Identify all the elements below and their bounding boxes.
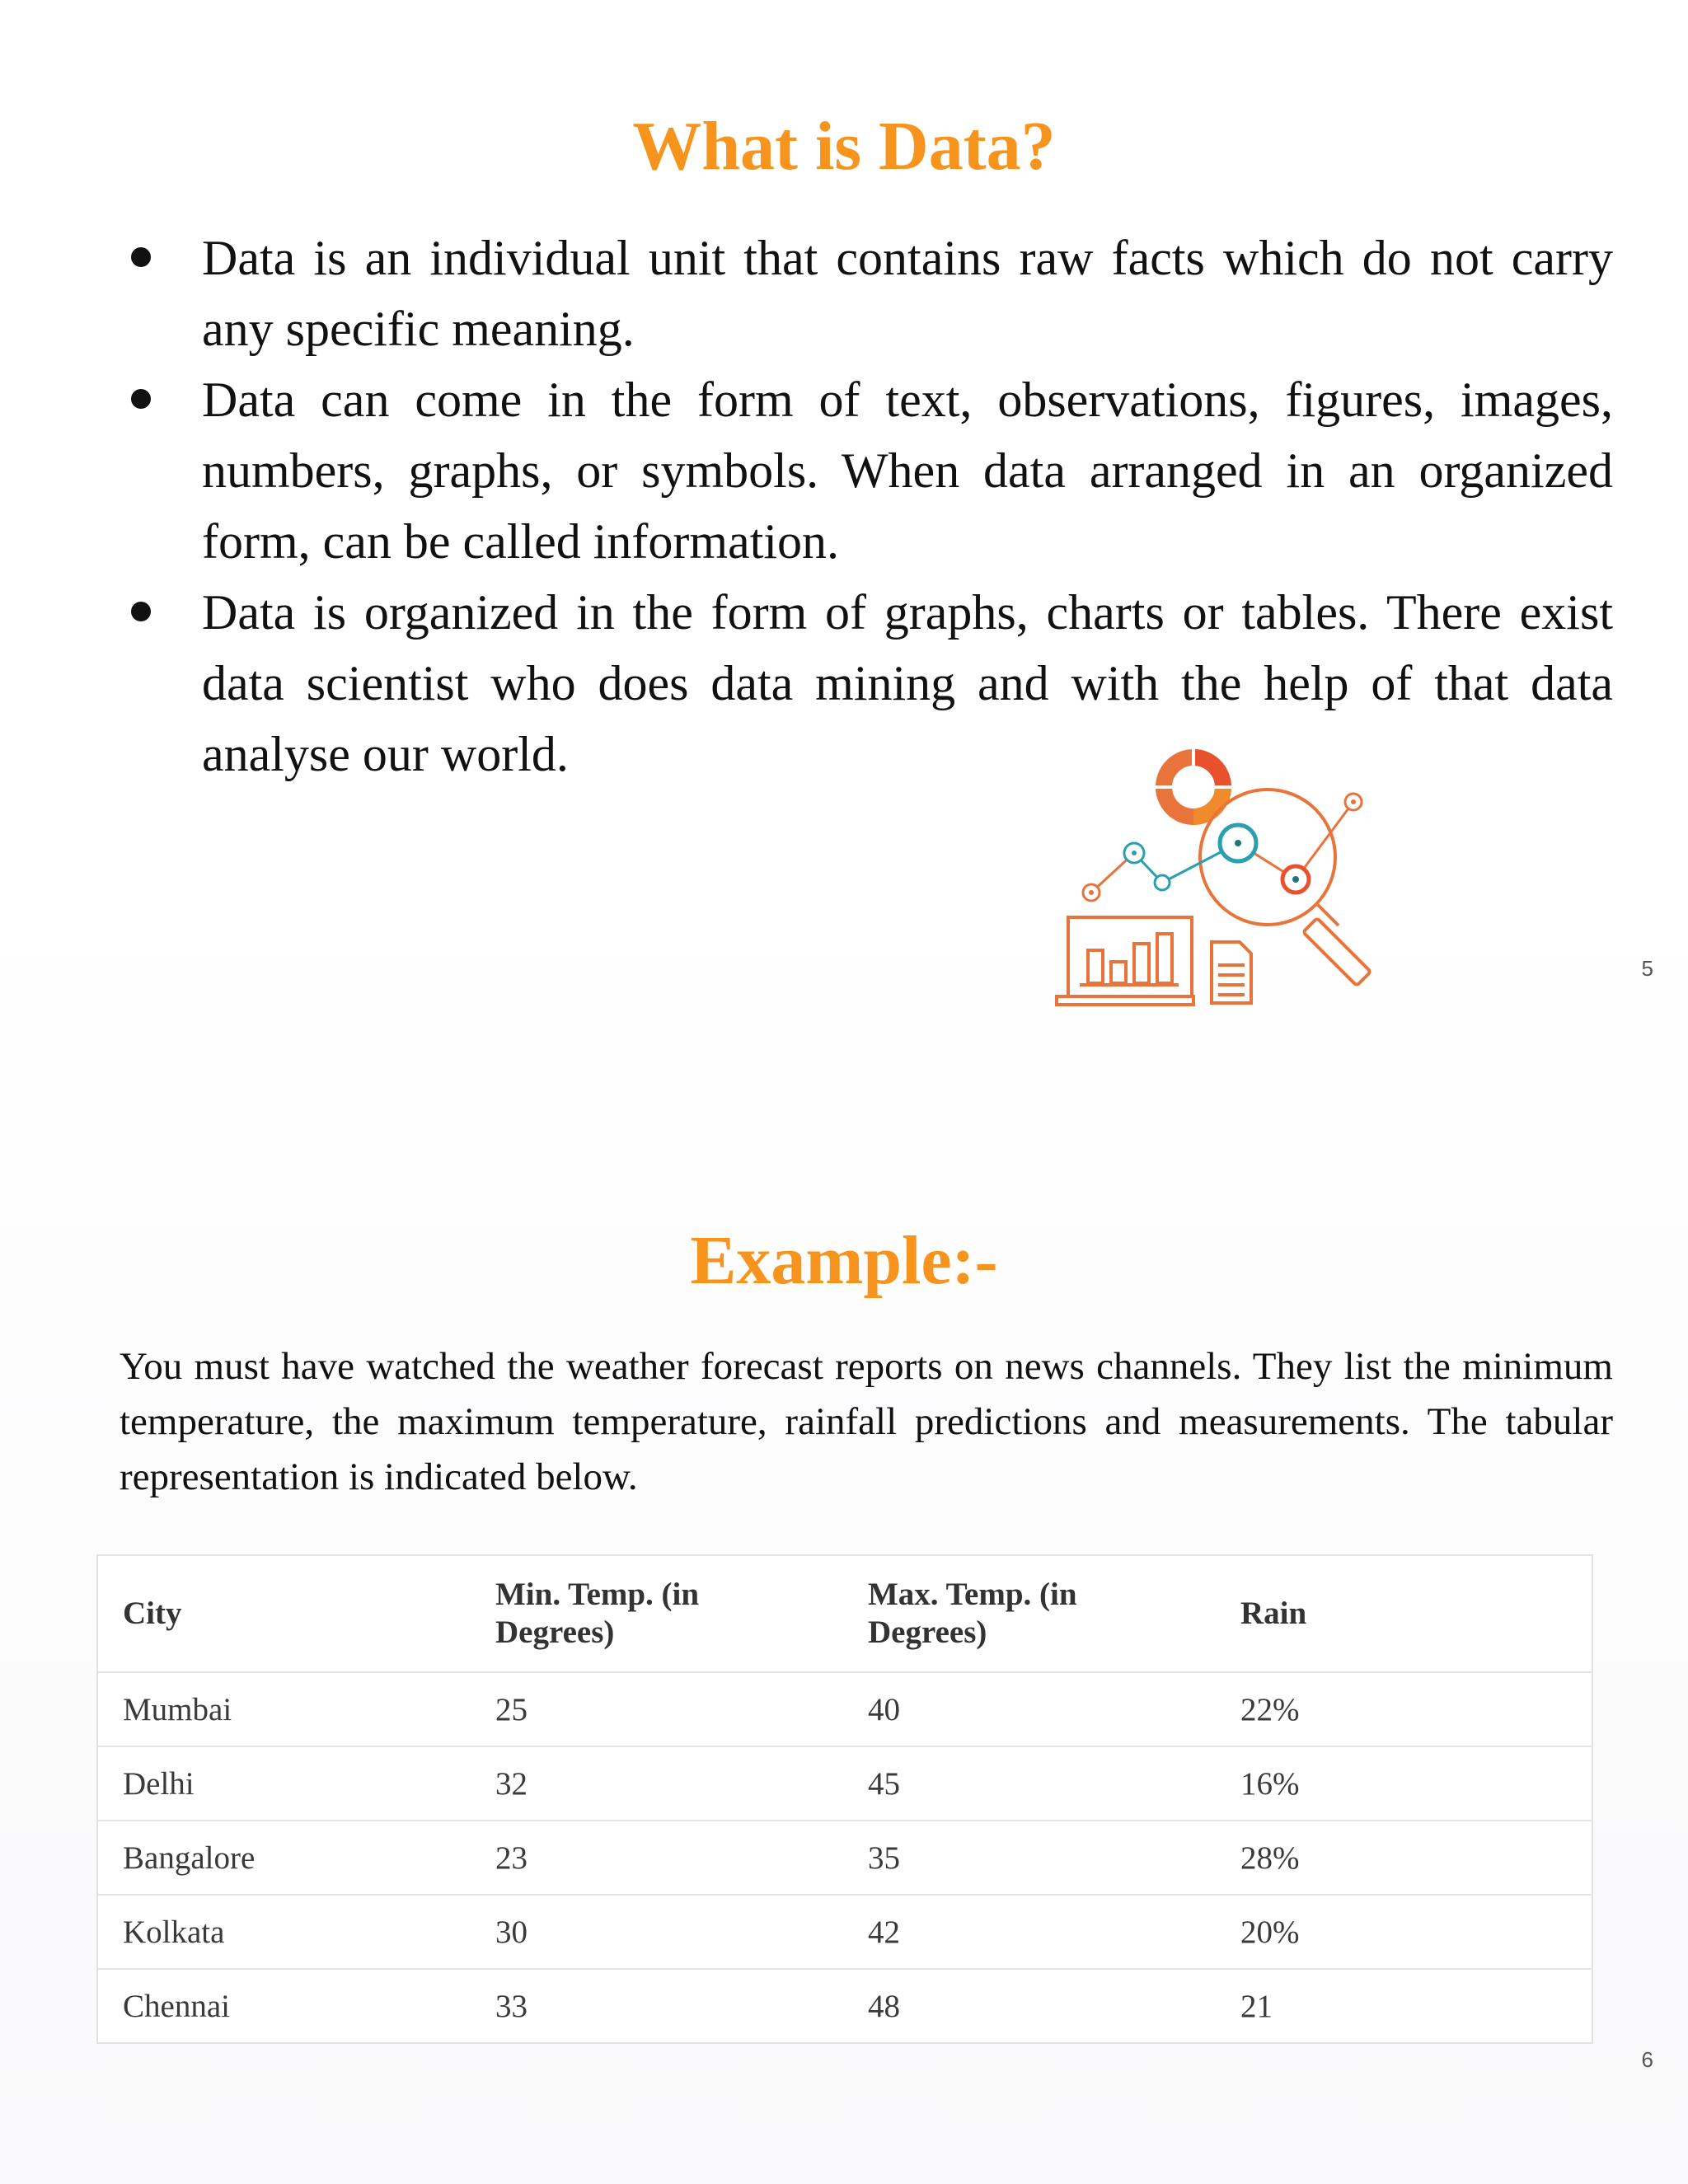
bullet-text: Data is organized in the form of graphs, charts or tables. There exist data scientist who does data mining and with the help of that data analyse our world. — [202, 585, 1613, 781]
column-header: Rain — [1216, 1556, 1592, 1672]
page-title-example: Example:- — [690, 1222, 998, 1299]
table-cell: 48 — [868, 1988, 900, 2024]
page-number: 5 — [1641, 956, 1653, 981]
bullet-item — [120, 223, 1613, 364]
intro-paragraph: You must have watched the weather forecast reports on news channels. They list the minimum temperature, the maximum temperature, rainfall predictions and measurements. The tabular representation is indicated below. — [120, 1345, 1613, 1498]
column-header: City — [98, 1556, 471, 1672]
bullet-text: Data can come in the form of text, observations, figures, images, numbers, graphs, or symbols. When data arranged in an organized form, can be called information. — [202, 373, 1613, 569]
table-cell: 42 — [843, 1895, 1216, 1969]
table-row — [98, 1746, 1592, 1821]
page-title-what-is-data: What is Data? — [632, 108, 1056, 185]
table-row — [98, 1672, 1592, 1746]
table-cell: 16% — [1216, 1746, 1592, 1821]
table-cell: Chennai — [123, 1988, 230, 2024]
column-header: Min. Temp. (in Degrees) — [471, 1556, 843, 1672]
column-header: Max. Temp. (in Degrees) — [843, 1556, 1216, 1672]
table-cell: Mumbai — [98, 1672, 471, 1746]
document-icon — [1212, 942, 1251, 1003]
bullet-list — [120, 223, 1613, 790]
monitor-bar-chart-icon — [1057, 917, 1193, 1005]
table-cell: 25 — [471, 1672, 843, 1746]
table-cell: 32 — [471, 1746, 843, 1821]
table-cell: 22% — [1216, 1672, 1592, 1746]
table-cell: Kolkata — [98, 1895, 471, 1969]
page-number: 6 — [1641, 2047, 1653, 2072]
data-analysis-magnifier-icon — [1055, 738, 1418, 1010]
table-cell: 40 — [843, 1672, 1216, 1746]
donut-chart-icon — [1156, 749, 1231, 817]
table-header-row — [98, 1556, 1592, 1672]
table-cell: 28% — [1216, 1821, 1592, 1895]
table-cell: 33 — [495, 1988, 528, 2024]
bullet-icon — [131, 602, 151, 621]
table-cell: Bangalore — [98, 1821, 471, 1895]
table-cell: Delhi — [98, 1746, 471, 1821]
bullet-icon — [131, 247, 151, 267]
table-cell: 23 — [471, 1821, 843, 1895]
table-cell: 45 — [843, 1746, 1216, 1821]
weather-table — [96, 1554, 1593, 2044]
table-row — [98, 1821, 1592, 1895]
table-row — [98, 1969, 1592, 2042]
table-row — [98, 1895, 1592, 1969]
table-cell: 20% — [1216, 1895, 1592, 1969]
bullet-icon — [131, 389, 151, 409]
bullet-item — [120, 364, 1613, 577]
table-cell: 21 — [1240, 1988, 1273, 2024]
table-cell: 30 — [471, 1895, 843, 1969]
table-cell: 35 — [843, 1821, 1216, 1895]
bullet-text: Data is an individual unit that contains raw facts which do not carry any specific meaning. — [202, 231, 1613, 356]
